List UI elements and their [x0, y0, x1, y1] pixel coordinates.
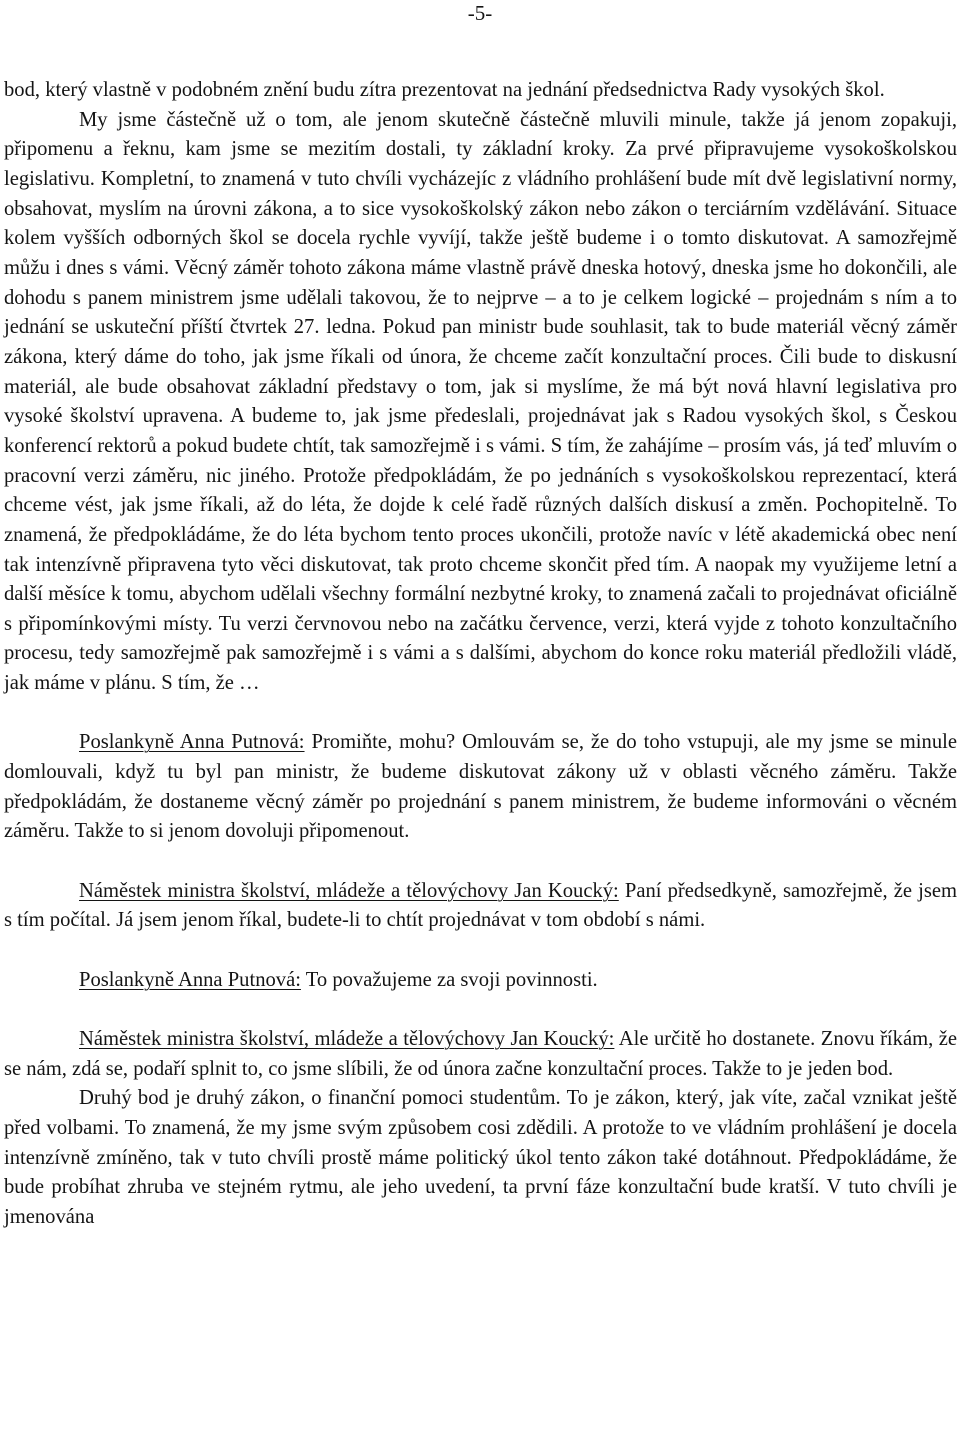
- paragraph-koucky-statement: [4, 106, 957, 699]
- paragraph-putnova-interjection: [4, 728, 957, 847]
- paragraph-second-law: [4, 1084, 957, 1232]
- speaker-name: Poslankyně Anna Putnová:: [79, 968, 301, 991]
- paragraph-text: Paní předsedkyně, samozřejmě, že jsem s tím počítal. Já jsem jenom říkal, budete-li to chtít projednávat v tom období s námi.: [4, 879, 958, 932]
- paragraph-spacer: [4, 995, 957, 1025]
- paragraph-text: bod, který vlastně v podobném znění budu zítra prezentovat na jednání předsednictva Rady vysokých škol.: [4, 79, 885, 101]
- paragraph-text: Ale určitě ho dostanete. Znovu říkám, že se nám, zdá se, podaří splnit to, co jsme slíbili, že od února začne konzultační proces. Takže to je jeden bod.: [4, 1027, 958, 1080]
- paragraph-text: To považujeme za svoji povinnosti.: [305, 968, 598, 991]
- speaker-name: Poslankyně Anna Putnová:: [79, 731, 305, 754]
- paragraph-text: Druhý bod je druhý zákon, o finanční pomoci studentům. To je zákon, který, jak víte, začal vznikat ještě před volbami. To znamená, že my jsme svým způsobem cosi zdědili. A protože to ve vládním prohlášení je docela intenzívně zmíněno, tak v tuto chvíli prostě máme politický úkol tento zákon také dotáhnout. Předpokládáme, že bude probíhat zhruba ve stejném rytmu, ale jeho uvedení, ta první fáze konzultační bude kratší. V tuto chvíli je jmenována: [4, 1087, 957, 1228]
- paragraph-text: My jsme částečně už o tom, ale jenom skutečně částečně mluvili minule, takže já jenom zopakuji, připomenu a řeknu, kam jsme se mezitím dostali, ty základní kroky. Za prvé připravujeme vysokoškolskou legislativu. Kompletní, to znamená v tuto chvíli vycházejíc z vládního prohlášení bude mít dvě legislativní normy, obsahovat, myslím na úrovni zákona, a to sice vysokoškolský zákon nebo zákon o terciárním vzdělávání. Situace kolem vyšších odborných škol se docela rychle vyvíjí, takže ještě budeme i o tomto diskutovat. A samozřejmě můžu i dnes s vámi. Věcný záměr tohoto zákona máme vlastně právě dneska hotový, dneska jsme ho dokončili, ale dohodu s panem ministrem jsme udělali takovou, že to nejprve – a to je celkem logické – projednám s ním a to jednání se uskuteční příští čtvrtek 27. ledna. Pokud pan ministr bude souhlasit, tak to bude materiál věcný záměr zákona, který dáme do toho, jak jsme říkali od února, že chceme začít konzultační proces. Čili bude to diskusní materiál, ale bude obsahovat základní představy o tom, jak si myslíme, že má být nová hlavní legislativa pro vysoké školství upravena. A budeme to, jak jsme předeslali, projednávat jak s Radou vysokých škol, s Českou konferencí rektorů a pokud budete chtít, tak samozřejmě i s vámi. S tím, že zahájíme – prosím vás, já teď mluvím o pracovní verzi záměru, nic jiného. Protože předpokládám, že po jednáních s vysokoškolskou reprezentací, která chceme vést, jak jsme říkali, až do léta, že dojde k celé řadě různých dalších diskusí a změn. Pochopitelně. To znamená, že předpokládáme, že do léta bychom tento proces ukončili, protože navíc v létě akademická obec není tak intenzívně připravena tyto věci diskutovat, tak proto chceme skončit před tím. A naopak my využijeme letní a další měsíce k tomu, abychom udělali všechny formální nezbytné kroky, to znamená začali to projednávat oficiálně s připomínkovými místy. Tu verzi červnovou nebo na začátku července, verzi, která vyjde z tohoto konzultačního procesu, tedy samozřejmě pak samozřejmě i s vámi a s dalšími, abychom do konce roku materiál předložili vládě, jak máme v plánu. S tím, že …: [4, 108, 957, 695]
- page-number: -5-: [467, 1, 493, 25]
- paragraph-spacer: [4, 847, 957, 877]
- paragraph-spacer: [4, 936, 957, 966]
- paragraph-continuation: [4, 76, 957, 106]
- document-body: [4, 76, 957, 1233]
- paragraph-koucky-reply: [4, 877, 957, 936]
- speaker-name: Náměstek ministra školství, mládeže a tělovýchovy Jan Koucký:: [79, 1027, 615, 1050]
- paragraph-spacer: [4, 699, 957, 729]
- paragraph-text: Promiňte, mohu? Omlouvám se, že do toho vstupuji, ale my jsme se minule domlouvali, když tu byl pan ministr, že budeme diskutovat zákony už v oblasti věcného záměru. Takže předpokládám, že dostaneme věcný záměr po projednání s panem ministrem, že budeme informováni o věcném záměru. Takže to si jenom dovoluji připomenout.: [4, 731, 957, 843]
- paragraph-putnova-remark: [4, 966, 957, 996]
- paragraph-koucky-answer: [4, 1025, 957, 1084]
- speaker-name: Náměstek ministra školství, mládeže a tělovýchovy Jan Koucký:: [79, 879, 619, 902]
